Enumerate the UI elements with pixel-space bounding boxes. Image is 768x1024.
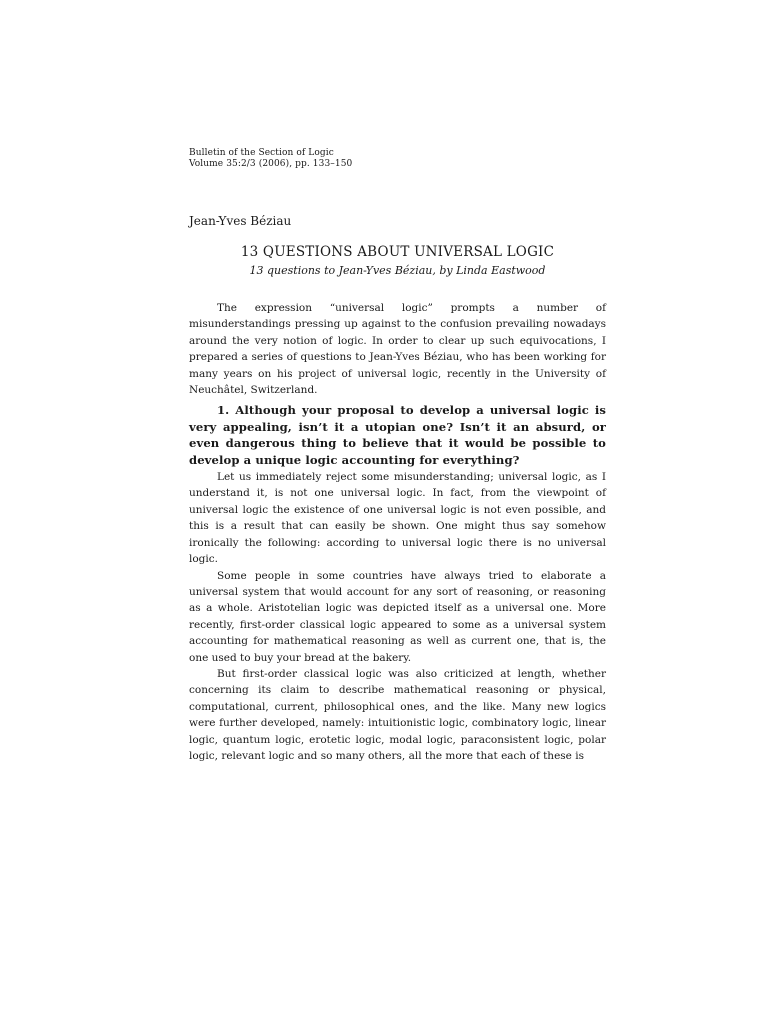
author-name: Jean-Yves Béziau	[189, 214, 292, 228]
paper-title: 13 QUESTIONS ABOUT UNIVERSAL LOGIC	[240, 244, 555, 260]
intro-paragraph: The expression “universal logic” prompts a number of misunderstandings pressing up against to the confusion prevailing nowadays around the very notion of logic. In order to clear up such equivocations, I prepared a series of questions to Jean-Yves Béziau, who has been working for many years on his project of universal logic, recently in the University of Neuchâtel, Switzerland.	[189, 302, 606, 397]
journal-header	[189, 148, 606, 170]
body-paragraph-3: But first-order classical logic was also criticized at length, whether concerning its claim to describe mathematical reasoning or physical, computational, current, philosophical ones, and the like. Many new logics were further developed, namely: intuitionistic logic, combinatory logic, linear logic, quantum logic, erotetic logic, modal logic, paraconsistent logic, polar logic, relevant logic and so many others, all the more that each of these is	[189, 667, 606, 762]
journal-volume: Volume 35:2/3 (2006), pp. 133–150	[189, 159, 353, 169]
answer-body	[189, 469, 606, 764]
body-paragraph-2: Some people in some countries have always tried to elaborate a universal system that would account for any sort of reasoning, or reasoning as a whole. Aristotelian logic was depicted itself as a universal one. More recently, first-order classical logic appeared to some as a universal system accounting for mathematical reasoning as well as current one, that is, the one used to buy your bread at the bakery.	[189, 569, 606, 664]
question-1: 1. Although your proposal to develop a universal logic is very appealing, isn’t it a utopian one? Isn’t it an absurd, or even dangerous thing to believe that it would be possible to develop a unique logic accounting for everything?	[189, 403, 606, 467]
journal-name: Bulletin of the Section of Logic	[189, 148, 334, 158]
paper-subtitle: 13 questions to Jean-Yves Béziau, by Linda Eastwood	[249, 264, 546, 277]
body-paragraph-1: Let us immediately reject some misunderstanding; universal logic, as I understand it, is not one universal logic. In fact, from the viewpoint of universal logic the existence of one universal logic is not even possible, and this is a result that can easily be shown. One might thus say somehow ironically the following: according to universal logic there is no universal logic.	[189, 471, 606, 566]
paper-page	[189, 148, 606, 764]
